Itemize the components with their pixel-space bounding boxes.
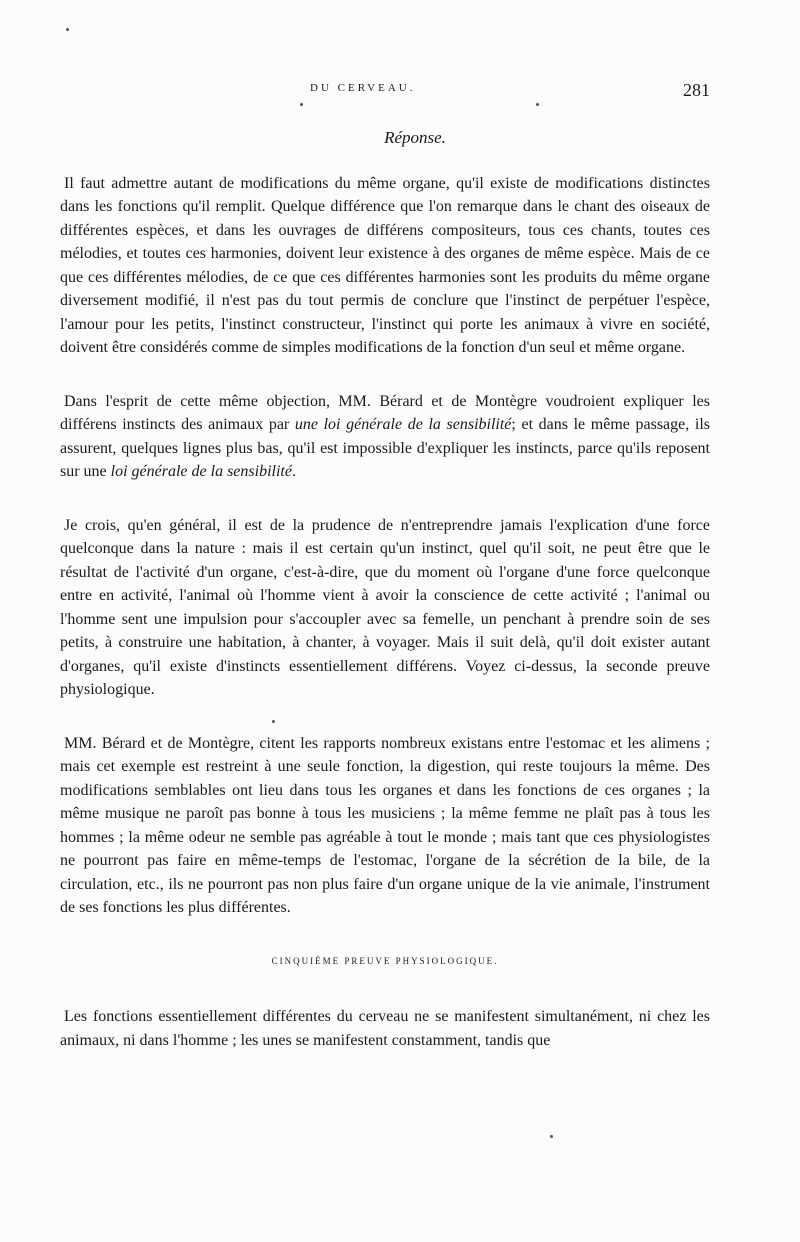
subheading: CINQUIÈME PREUVE PHYSIOLOGIQUE. [271, 955, 499, 966]
paragraph-2 [60, 390, 710, 484]
paragraph-4: MM. Bérard et de Montègre, citent les rapports nombreux existans entre l'estomac et les alimens ; mais cet exemple est restreint à une seule fonction, la digestion, qui reste toujours la même. Des modifications semblables ont lieu dans tous les organes et dans les fonctions de ces organes ; la même musique ne paroît pas bonne à tous les musiciens ; la même femme ne plaît pas à tous les hommes ; la même odeur ne semble pas agréable à tout le monde ; mais tant que ces physiologistes ne pourront pas faire en même-temps de l'estomac, l'organe de la sécrétion de la bile, de la circulation, etc., ils ne pourront pas non plus faire d'un organe unique de la vie animale, l'instrument de ses fonctions les plus différentes. [60, 734, 710, 916]
paragraph-2-emphasis-2: loi générale de la sensibilité [110, 463, 292, 480]
paragraph-3: Je crois, qu'en général, il est de la prudence de n'entreprendre jamais l'explication d'une force quelconque dans la nature : mais il est certain qu'un instinct, quel qu'il soit, ne peut être que le résultat de l'activité d'un organe, c'est-à-dire, que du moment où l'organe d'une force quelconque entre en activité, l'animal où l'homme vient à avoir la conscience de cette activité ; l'animal ou l'homme sent une impulsion pour s'accoupler avec sa femelle, un penchant à prendre soin de ses petits, à construire une habitation, à chanter, à voyager. Mais il suit delà, qu'il doit exister autant d'organes, qu'il existe d'instincts essentiellement différens. Voyez ci-dessus, la seconde preuve physiologique. [60, 516, 710, 698]
running-head: DU CERVEAU. [310, 82, 416, 94]
paragraph-1: Il faut admettre autant de modifications du même organe, qu'il existe de modifications distinctes dans les fonctions qu'il remplit. Quelque différence que l'on remarque dans le chant des oiseaux de différentes espèces, et dans les ouvrages de différens compositeurs, tous ces chants, toutes ces mélodies, et toutes ces harmonies, doivent leur existence à des organes de même espèce. Mais de ce que ces différentes mélodies, de ce que ces différentes harmonies sont les produits du même organe diversement modifié, il n'est pas du tout permis de conclure que l'instinct de perpétuer l'espèce, l'amour pour les petits, l'instinct constructeur, l'instinct qui porte les animaux à vivre en société, doivent être considérés comme de simples modifications de la fonction d'un seul et même organe. [60, 174, 710, 356]
page-header [60, 76, 710, 106]
paragraph-2-part-3: . [291, 463, 296, 480]
page-number: 281 [683, 80, 710, 100]
print-speck [536, 103, 539, 106]
print-speck [272, 720, 275, 723]
section-title: Réponse. [384, 128, 446, 147]
print-speck [300, 103, 303, 106]
paragraph-2-part-2: ; et dans le même passage, ils assurent, quelques lignes plus bas, qu'il est impossible d'expliquer les instincts, parce qu'ils reposent sur une [60, 416, 711, 480]
print-speck [66, 28, 69, 31]
print-speck [550, 1135, 553, 1138]
final-paragraph: Les fonctions essentiellement différentes du cerveau ne se manifestent simultanément, ni chez les animaux, ni dans l'homme ; les unes se manifestent constamment, tandis que [60, 1008, 710, 1049]
paragraph-2-emphasis-1: une loi générale de la sensibilité [294, 416, 512, 433]
page-body [60, 126, 710, 1082]
paragraph-2-part-1: Dans l'esprit de cette même objection, MM. Bérard et de Montègre voudroient expliquer les différens instincts des animaux par [60, 392, 710, 433]
